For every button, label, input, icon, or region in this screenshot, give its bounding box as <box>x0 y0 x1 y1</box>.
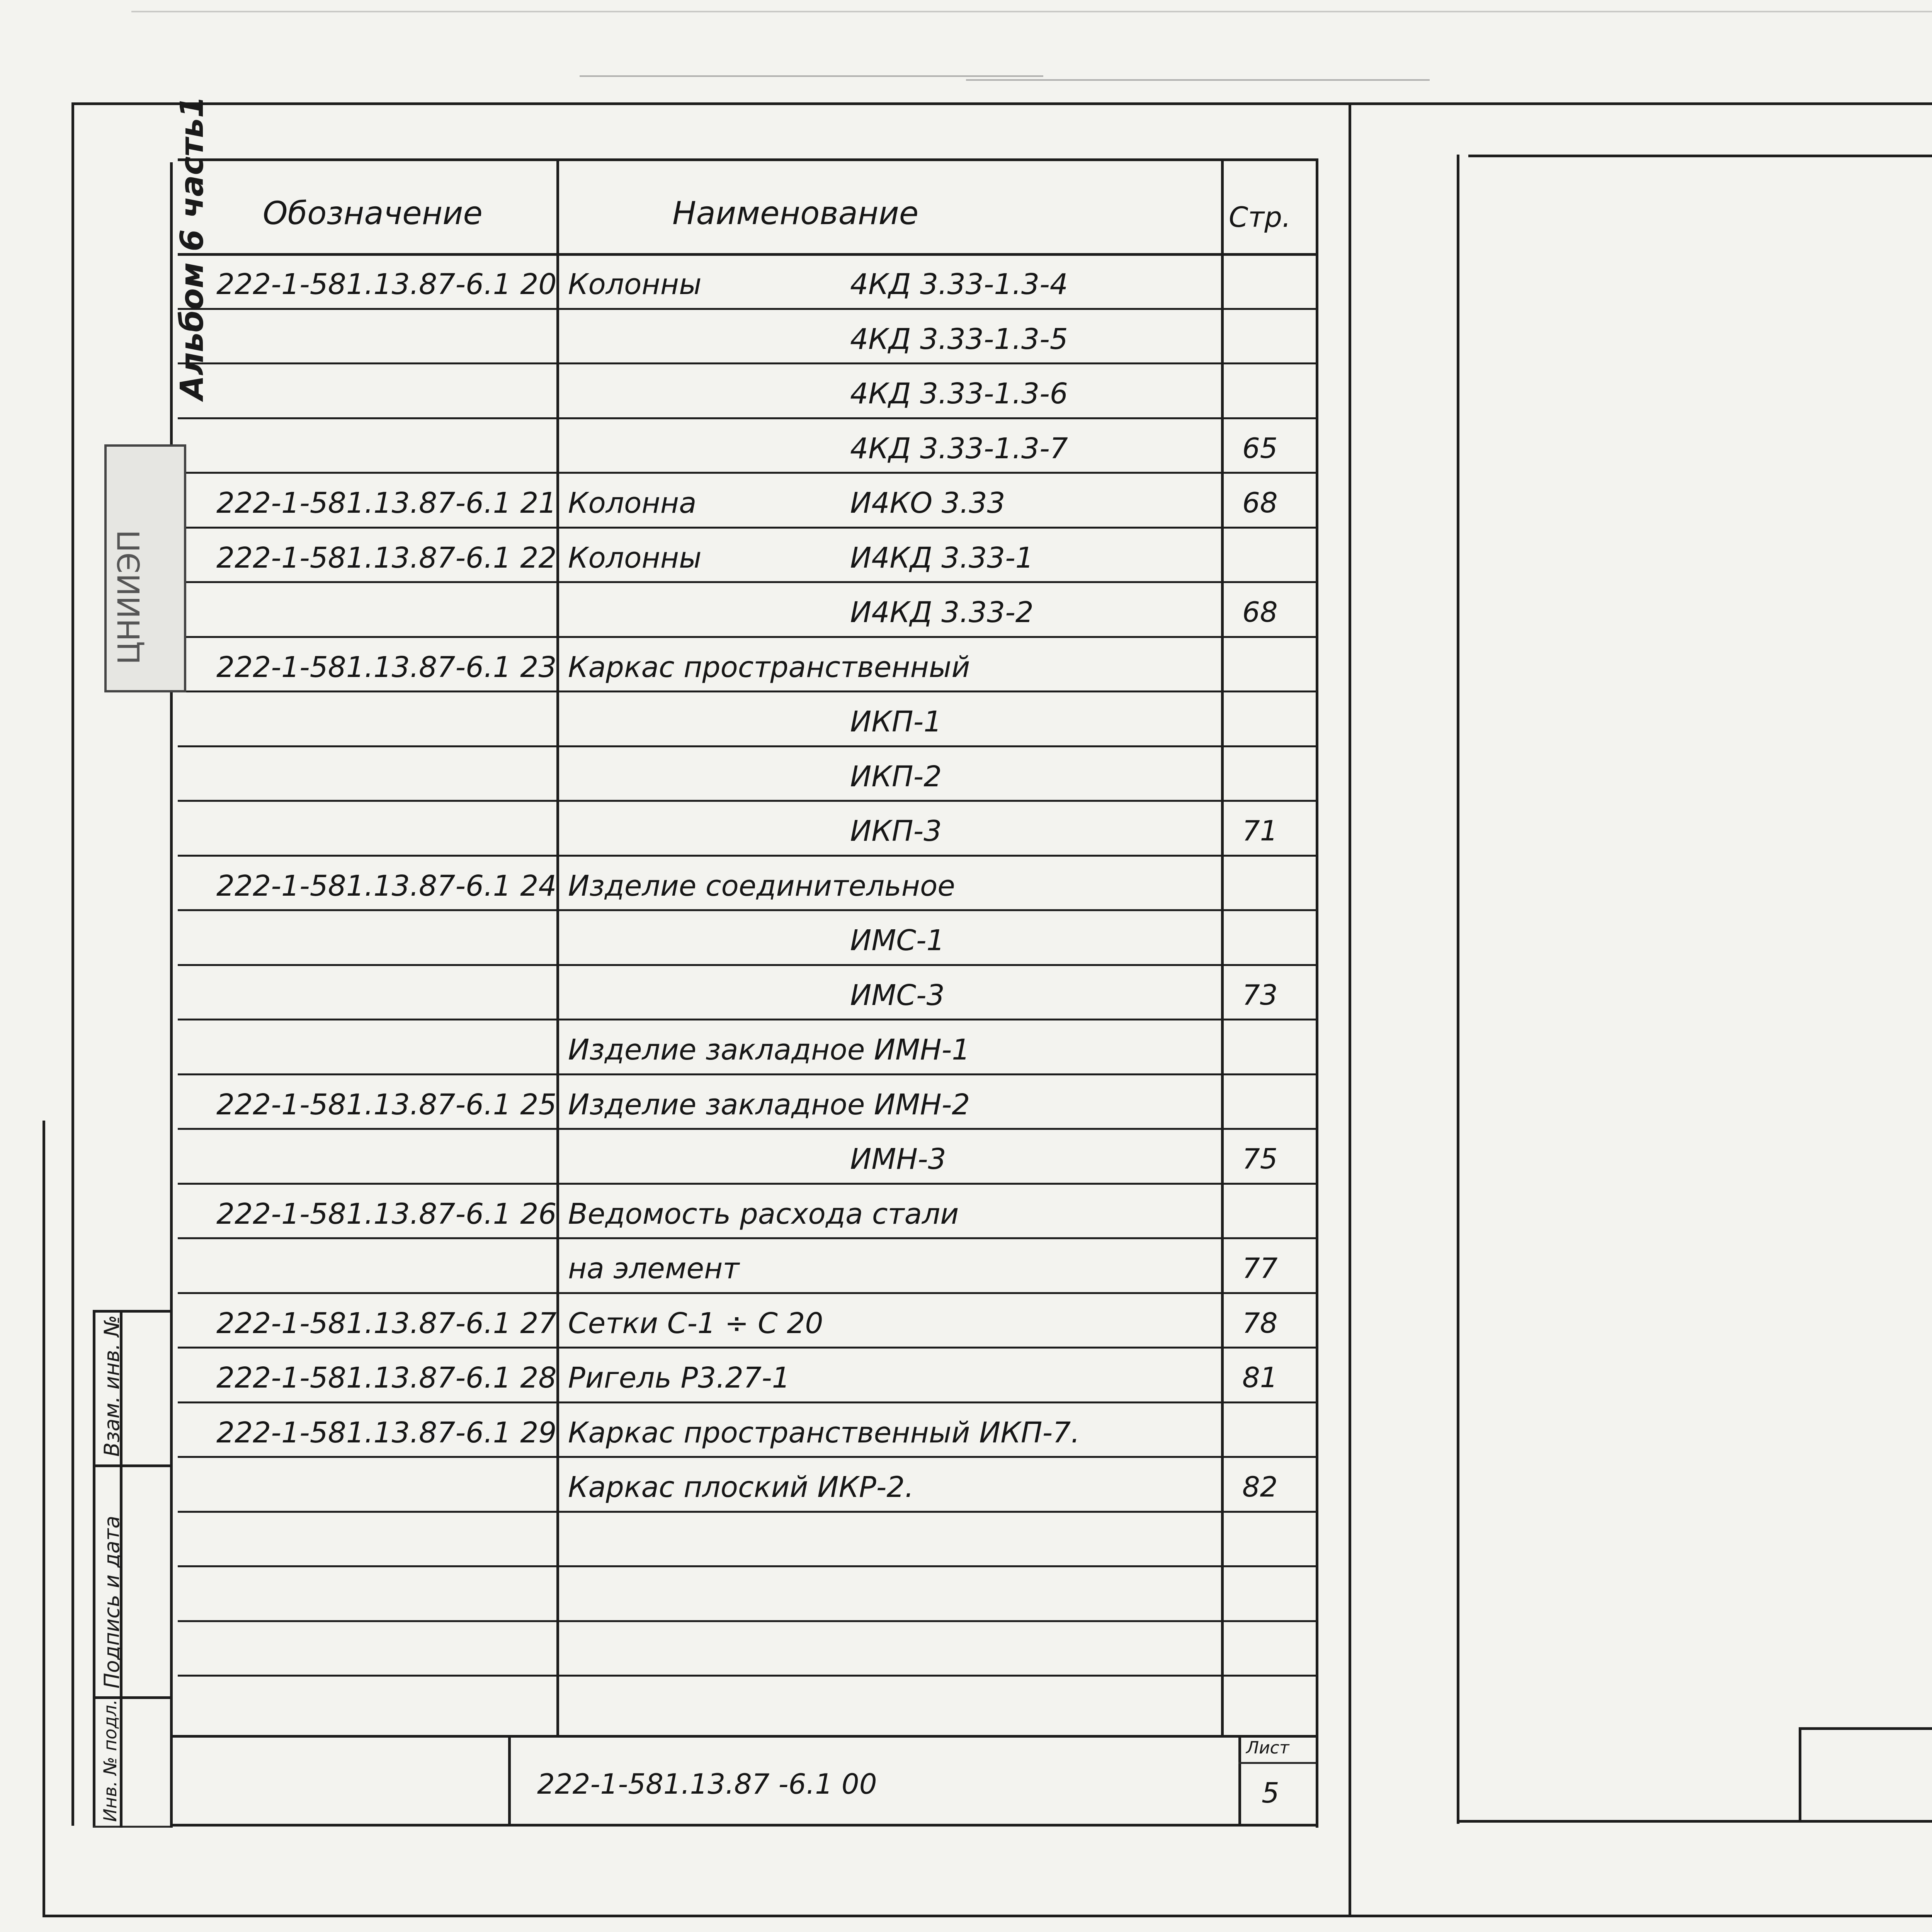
left-frame-left <box>71 102 74 1826</box>
footer-sheet-number: 5 <box>1262 1777 1279 1809</box>
footer-code: 222-1-581.13.87 -6.1 00 <box>537 1768 877 1800</box>
row-name: Ведомость расхода стали <box>568 1197 959 1231</box>
row-border <box>178 1347 1318 1349</box>
row-border <box>178 308 1318 310</box>
right-inner-bottom <box>1457 1820 1932 1823</box>
row-designation: 222-1-581.13.87-6.1 20 <box>216 268 557 301</box>
footer-left-divider <box>508 1735 511 1826</box>
row-designation: 222-1-581.13.87-6.1 26 <box>216 1197 557 1231</box>
row-border <box>178 581 1318 583</box>
side-labels-div-2 <box>93 1696 170 1699</box>
row-name: Колонна <box>568 486 697 520</box>
right-inner-left <box>1457 155 1459 1824</box>
table-top-border <box>178 158 1318 161</box>
row-border <box>178 909 1318 911</box>
row-border <box>178 1456 1318 1458</box>
row-page: 65 <box>1242 432 1278 464</box>
side-labels-div-1 <box>93 1464 170 1467</box>
row-border <box>178 362 1318 364</box>
row-designation: 222-1-581.13.87-6.1 22 <box>216 541 557 575</box>
header-name: Наименование <box>672 195 919 232</box>
left-frame-top <box>71 102 1350 105</box>
row-border <box>178 1073 1318 1075</box>
title-block-top <box>1799 1727 1932 1730</box>
scan-noise-top-1 <box>131 11 1932 12</box>
row-border <box>178 1401 1318 1403</box>
row-page: 68 <box>1242 596 1278 628</box>
row-border <box>178 745 1318 747</box>
header-page: Стр. <box>1229 201 1291 233</box>
row-page: 73 <box>1242 978 1278 1011</box>
row-mark: И4КД 3.33-2 <box>850 596 1034 629</box>
table-col-2-border <box>1221 158 1224 1735</box>
page-divider <box>1349 102 1351 1915</box>
header-designation: Обозначение <box>263 195 483 232</box>
table-header-border <box>178 253 1318 256</box>
footer-top-border <box>170 1735 1318 1738</box>
row-name: Сетки С-1 ÷ С 20 <box>568 1306 823 1340</box>
margin-column-line <box>170 162 173 1828</box>
side-label-inv-no-podl: Инв. № подл. <box>100 1699 121 1822</box>
side-labels-bottom <box>93 1826 170 1828</box>
row-designation: 222-1-581.13.87-6.1 28 <box>216 1361 557 1395</box>
row-mark: ИКП-3 <box>850 815 942 848</box>
row-border <box>178 1183 1318 1185</box>
row-border <box>178 1511 1318 1513</box>
row-border <box>178 800 1318 802</box>
scan-noise-top-2 <box>580 75 1043 77</box>
row-border <box>178 472 1318 474</box>
footer-sheet-divider <box>1238 1762 1316 1764</box>
row-page: 68 <box>1242 486 1278 519</box>
table-col-1-border <box>556 158 559 1735</box>
row-border <box>178 1675 1318 1677</box>
row-name: Каркас пространственный <box>568 650 970 684</box>
right-frame-top <box>1350 102 1932 105</box>
footer-bottom-border <box>170 1824 1318 1827</box>
side-label-signature-date: Подпись и дата <box>100 1515 124 1689</box>
row-mark: ИМС-3 <box>850 978 945 1012</box>
row-name: Каркас плоский ИКР-2. <box>568 1471 914 1504</box>
scan-noise-top-3 <box>966 79 1430 81</box>
row-border <box>178 855 1318 857</box>
row-mark: 4КД 3.33-1.3-6 <box>850 377 1068 410</box>
row-page: 78 <box>1242 1306 1278 1339</box>
row-mark: ИМС-1 <box>850 924 945 957</box>
row-mark: И4КД 3.33-1 <box>850 541 1034 575</box>
album-label: Альбом 6 часть1 <box>174 96 211 400</box>
footer-sheet-label: Лист <box>1246 1738 1289 1758</box>
row-border <box>178 1237 1318 1239</box>
left-frame-bottom <box>43 1915 1932 1917</box>
row-border <box>178 1565 1318 1567</box>
row-designation: 222-1-581.13.87-6.1 27 <box>216 1306 557 1340</box>
row-designation: 222-1-581.13.87-6.1 21 <box>216 486 557 520</box>
row-name: Изделие закладное ИМН-2 <box>568 1088 970 1121</box>
row-name: Ригель Р3.27-1 <box>568 1361 790 1395</box>
row-name: Изделие соединительное <box>568 869 955 903</box>
row-page: 82 <box>1242 1471 1278 1503</box>
row-designation: 222-1-581.13.87-6.1 29 <box>216 1416 557 1449</box>
side-labels-top <box>93 1310 170 1313</box>
row-designation: 222-1-581.13.87-6.1 25 <box>216 1088 557 1121</box>
row-border <box>178 417 1318 419</box>
side-labels-left <box>93 1310 95 1828</box>
row-border <box>178 1128 1318 1130</box>
table-right-border <box>1316 158 1318 1828</box>
side-label-vzam-inv: Взам. инв. № <box>100 1315 124 1457</box>
row-page: 71 <box>1242 815 1278 847</box>
row-mark: ИКП-2 <box>850 760 942 793</box>
row-border <box>178 690 1318 692</box>
footer-right-divider <box>1238 1735 1241 1826</box>
row-mark: 4КД 3.33-1.3-5 <box>850 322 1068 356</box>
row-mark: ИМН-3 <box>850 1143 946 1176</box>
row-border <box>178 636 1318 638</box>
row-name: Каркас пространственный ИКП-7. <box>568 1416 1080 1449</box>
row-mark: 4КД 3.33-1.3-4 <box>850 268 1068 301</box>
row-mark: ИКП-1 <box>850 705 942 738</box>
row-designation: 222-1-581.13.87-6.1 23 <box>216 650 557 684</box>
row-page: 81 <box>1242 1361 1278 1394</box>
row-mark: 4КД 3.33-1.3-7 <box>850 432 1068 465</box>
row-mark: И4КО 3.33 <box>850 486 1005 520</box>
row-border <box>178 1292 1318 1294</box>
title-block-left <box>1799 1727 1801 1822</box>
organization-stamp-text: ЦНИИЭП <box>112 529 147 665</box>
row-border <box>178 527 1318 529</box>
row-border <box>178 1019 1318 1020</box>
row-page: 75 <box>1242 1143 1278 1175</box>
row-name: Изделие закладное ИМН-1 <box>568 1033 970 1066</box>
row-designation: 222-1-581.13.87-6.1 24 <box>216 869 557 903</box>
row-name: Колонны <box>568 541 702 575</box>
row-page: 77 <box>1242 1252 1278 1284</box>
row-name: Колонны <box>568 268 702 301</box>
right-inner-top <box>1468 155 1932 157</box>
row-name: на элемент <box>568 1252 740 1285</box>
left-outer-edge <box>43 1121 45 1915</box>
row-border <box>178 1620 1318 1622</box>
row-border <box>178 964 1318 966</box>
